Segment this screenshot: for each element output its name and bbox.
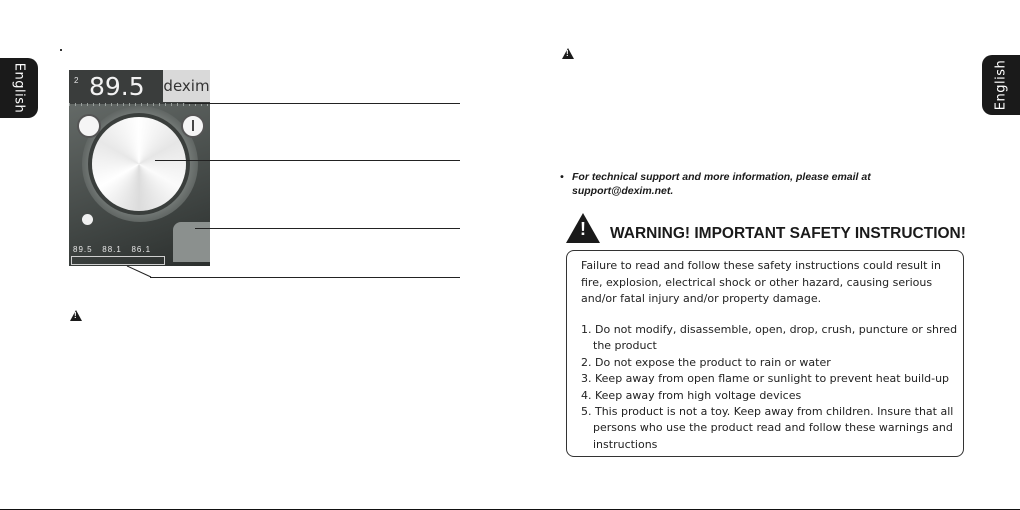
brand-logo: dexim xyxy=(163,70,210,102)
power-button xyxy=(181,114,205,138)
warning-triangle-icon xyxy=(562,48,574,59)
list-item: 5. This product is not a toy. Keep away from children. Insure that all persons who use the product read and follow these warnings and instructions xyxy=(581,405,954,451)
warning-heading: WARNING! IMPORTANT SAFETY INSTRUCTION! xyxy=(610,225,966,242)
list-item: 2. Do not expose the product to rain or water xyxy=(581,355,831,369)
support-text: For technical support and more information, please email at support@dexim.net. xyxy=(572,171,871,197)
language-tab-label: English xyxy=(993,59,1009,111)
callout-line-statusbar xyxy=(150,277,460,278)
safety-instructions-box xyxy=(566,250,964,457)
callout-line-dial xyxy=(155,160,460,161)
safety-intro: Failure to read and follow these safety instructions could result in fire, explosion, electrical shock or other hazard, causing serious and/or fatal injury and/or property damage. xyxy=(581,259,941,305)
list-item: 1. Do not modify, disassemble, open, drop, crush, puncture or shred the product xyxy=(581,323,958,353)
callout-line-settings xyxy=(195,228,460,229)
list-item: 3. Keep away from open flame or sunlight to prevent heat build-up xyxy=(581,372,950,386)
music-note-icon xyxy=(82,214,93,225)
bullet-dot xyxy=(60,49,62,51)
preset-frequencies: 89.5 88.1 86.1 xyxy=(73,245,152,254)
warning-triangle-icon xyxy=(70,310,82,321)
list-item: 4. Keep away from high voltage devices xyxy=(581,388,802,402)
frequency-display: 89.5 xyxy=(89,72,145,101)
language-tab-left xyxy=(0,58,38,118)
callout-line-power xyxy=(185,103,460,104)
frequency-prefix: 2 xyxy=(74,76,79,85)
app-screenshot xyxy=(69,70,210,266)
safety-list xyxy=(581,322,961,453)
support-bullet: • xyxy=(560,171,564,183)
tuning-dial xyxy=(92,117,186,211)
language-tab-label: English xyxy=(11,62,27,114)
language-tab-right xyxy=(982,55,1020,115)
callout-connector xyxy=(125,265,155,279)
status-bar xyxy=(71,256,165,265)
warning-triangle-icon: ! xyxy=(566,213,600,243)
left-round-button xyxy=(77,114,101,138)
